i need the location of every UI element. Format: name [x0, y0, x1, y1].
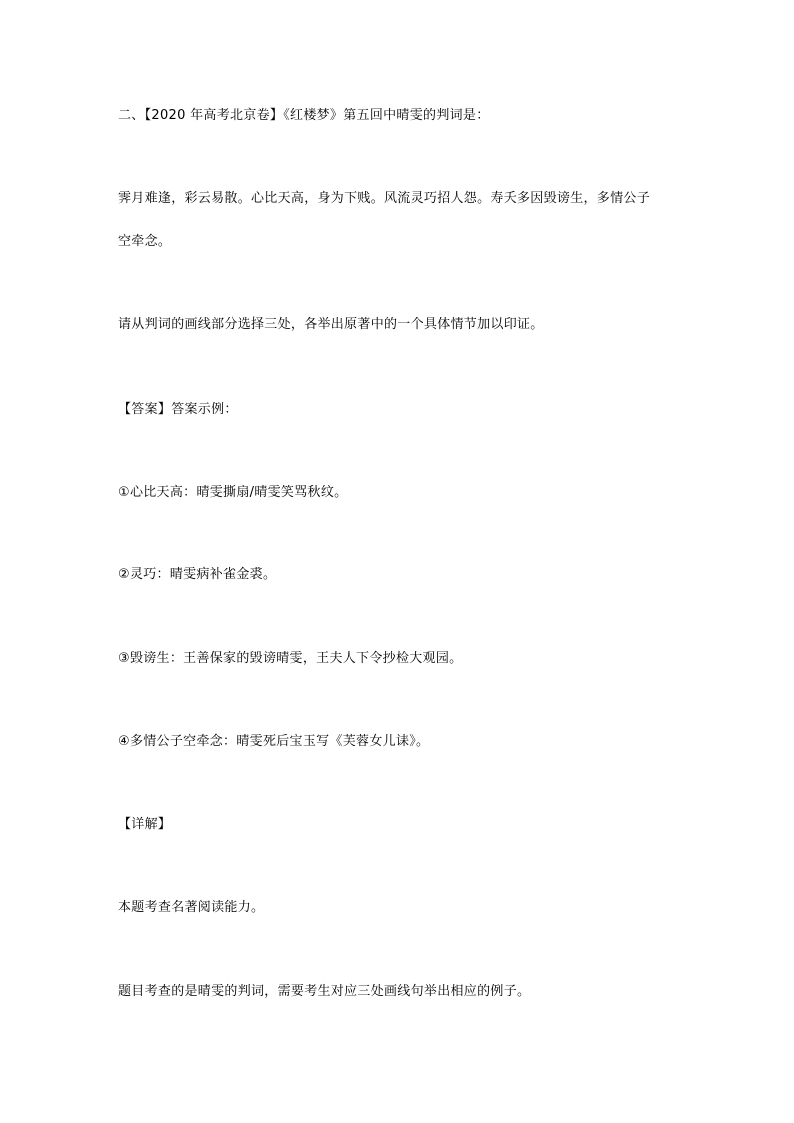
question-prompt: 请从判词的画线部分选择三处，各举出原著中的一个具体情节加以印证。 — [118, 317, 544, 332]
verse-line-1: 霁月难逢，彩云易散。心比天高，身为下贱。风流灵巧招人怨。寿夭多因毁谤生，多情公子 — [118, 191, 651, 206]
explanation-paragraph-2: 题目考查的是晴雯的判词，需要考生对应三处画线句举出相应的例子。 — [118, 984, 531, 999]
answer-item-2: ②灵巧：晴雯病补雀金裘。 — [118, 567, 277, 582]
answer-item-4: ④多情公子空牵念：晴雯死后宝玉写《芙蓉女儿诔》。 — [118, 734, 430, 749]
explanation-paragraph-1: 本题考查名著阅读能力。 — [118, 900, 265, 915]
question-heading: 二、【2020 年高考北京卷】《红楼梦》第五回中晴雯的判词是： — [118, 108, 490, 123]
answer-item-3: ③毁谤生：王善保家的毁谤晴雯，王夫人下令抄检大观园。 — [118, 651, 463, 666]
answer-heading: 【答案】答案示例： — [118, 402, 238, 417]
answer-item-1: ①心比天高：晴雯撕扇/晴雯笑骂秋纹。 — [118, 485, 348, 500]
verse-line-2: 空牵念。 — [118, 234, 172, 249]
explanation-heading: 【详解】 — [118, 817, 172, 832]
